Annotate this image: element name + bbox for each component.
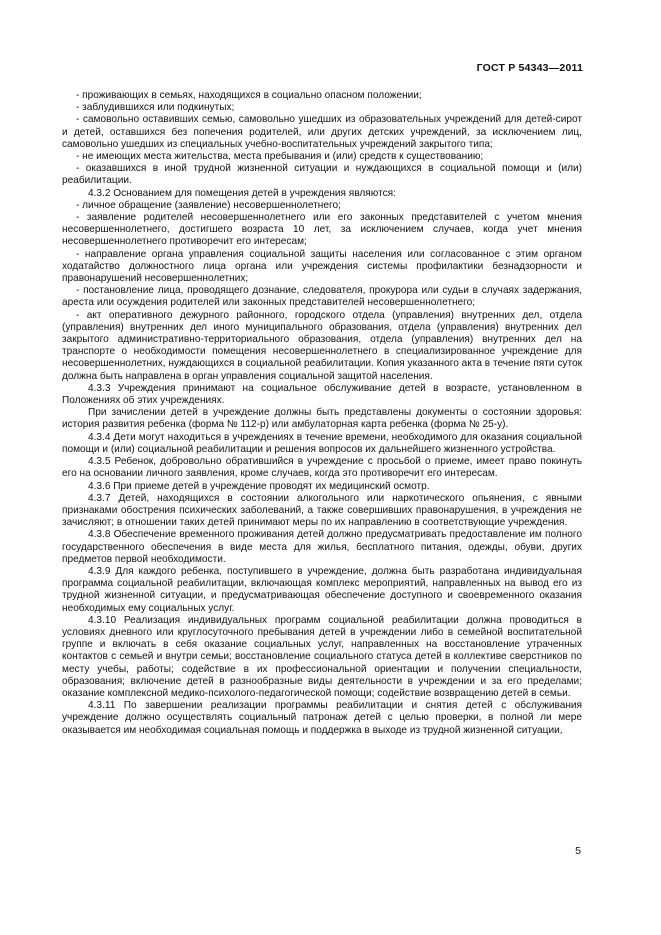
document-body: [62, 90, 582, 737]
clause-4-3-10: 4.3.10 Реализация индивидуальных программ социальной реабилитации должна проводиться в условиях дневного или круглосуточного пребывания детей в учреждении либо в семейной воспитательной группе и включать в себя оказание социальных услуг, направленных на восстановление утраченных контактов с семьей и внутри семьи; восстановление социального статуса детей в коллективе сверстников по месту учебы, работы; содействие в их профессиональной ориентации и получении специальности, образования; включение детей в разнообразные виды деятельности в учреждении и за его пределами; оказание комплексной медико-психолого-педагогической помощи; содействие возвращению детей в семьи.: [62, 614, 582, 699]
list-item: - личное обращение (заявление) несовершеннолетнего;: [76, 199, 341, 211]
clause-4-3-11: 4.3.11 По завершении реализации программы реабилитации и снятия детей с обслуживания учреждение должно осуществлять социальный патронаж детей с целью проверки, в полной ли мере оказывается им необходимая социальная помощь и поддержка в выходе из трудной жизненной ситуации,: [62, 700, 582, 736]
list-item: - проживающих в семьях, находящихся в социально опасном положении;: [76, 90, 422, 101]
clause-4-3-2: 4.3.2 Основанием для помещения детей в учреждения являются:: [88, 187, 396, 199]
clause-4-3-4: 4.3.4 Дети могут находиться в учреждениях в течение времени, необходимого для оказания социальной помощи и (или) социальной реабилитации и решения вопросов их дальнейшего жизненного устройства.: [62, 431, 582, 455]
list-item: - оказавшихся в иной трудной жизненной ситуации и нуждающихся в социальной помощи и (или) реабилитации.: [62, 163, 582, 187]
clause-4-3-9: 4.3.9 Для каждого ребенка, поступившего в учреждение, должна быть разработана индивидуальная программа социальной реабилитации, включающая комплекс мероприятий, направленных на вывод его из трудной жизненной ситуации, и предусматривающая обеспечение доступного и своевременного оказания необходимых ему социальных услуг.: [62, 565, 582, 614]
clause-4-3-5: 4.3.5 Ребенок, добровольно обратившийся в учреждение с просьбой о приеме, имеет право покинуть его на основании личного заявления, кроме случаев, когда это противоречит его интересам.: [62, 456, 582, 480]
list-item: - не имеющих места жительства, места пребывания и (или) средств к существованию;: [76, 151, 484, 163]
clause-4-3-3-documents: При зачислении детей в учреждение должны быть представлены документы о состоянии здоровья: история развития ребенка (форма № 112-р) или амбулаторная карта ребенка (форма № 25-у).: [62, 407, 582, 431]
document-header: [477, 62, 583, 74]
list-item: - заявление родителей несовершеннолетнего или его законных представителей с учетом мнения несовершеннолетнего, достигшего возраста 10 лет, за исключением случаев, когда учет мнения несовершеннолетнего противоречит его интересам;: [62, 212, 582, 248]
list-item: - самовольно оставивших семью, самовольно ушедших из образовательных учреждений для детей-сирот и детей, оставшихся без попечения родителей, или других детских учреждений, за исключением лиц, самовольно ушедших из специальных учебно-воспитательных учреждений закрытого типа;: [62, 114, 582, 150]
page-number: 5: [575, 845, 581, 857]
clause-4-3-3: 4.3.3 Учреждения принимают на социальное обслуживание детей в возрасте, установленном в Положениях об этих учреждениях.: [62, 382, 582, 407]
list-item: - постановление лица, проводящего дознание, следователя, прокурора или судьи в случаях задержания, ареста или осуждения родителей или законных представителей несовершеннолетнего;: [62, 285, 582, 309]
clause-4-3-8: 4.3.8 Обеспечение временного проживания детей должно предусматривать предоставление им полного государственного обеспечения в виде места для жилья, бесплатного питания, одежды, обуви, других предметов первой необходимости.: [62, 529, 582, 565]
clause-4-3-7: 4.3.7 Детей, находящихся в состоянии алкогольного или наркотического опьянения, с явными признаками обострения психических заболеваний, а также совершивших правонарушения, в учреждения не зачисляют; в отношении таких детей принимают меры по их направлению в соответствующие учреждения.: [62, 492, 582, 529]
list-item: - заблудившихся или подкинутых;: [76, 102, 235, 114]
clause-4-3-6: 4.3.6 При приеме детей в учреждение проводят их медицинский осмотр.: [88, 480, 430, 492]
standard-number: ГОСТ Р 54343—2011: [476, 62, 583, 74]
list-item: - акт оперативного дежурного районного, городского отдела (управления) внутренних дел, отдела (управления) внутренних дел иного муниципального образования, отдела (управления) внутренних дел закрытого административно-территориального образования, отдела (управления) внутренних дел на транспорте о необходимости помещения несовершеннолетнего в специализированное учреждение для несовершеннолетних, нуждающихся в социальной реабилитации. Копия указанного акта в течение пяти суток должна быть направлена в орган управления социальной защитой населения.: [62, 309, 582, 382]
list-item: - направление органа управления социальной защиты населения или согласованное с этим органом ходатайство должностного лица органа или учреждения системы профилактики безнадзорности и правонарушений несовершеннолетних;: [62, 248, 582, 285]
